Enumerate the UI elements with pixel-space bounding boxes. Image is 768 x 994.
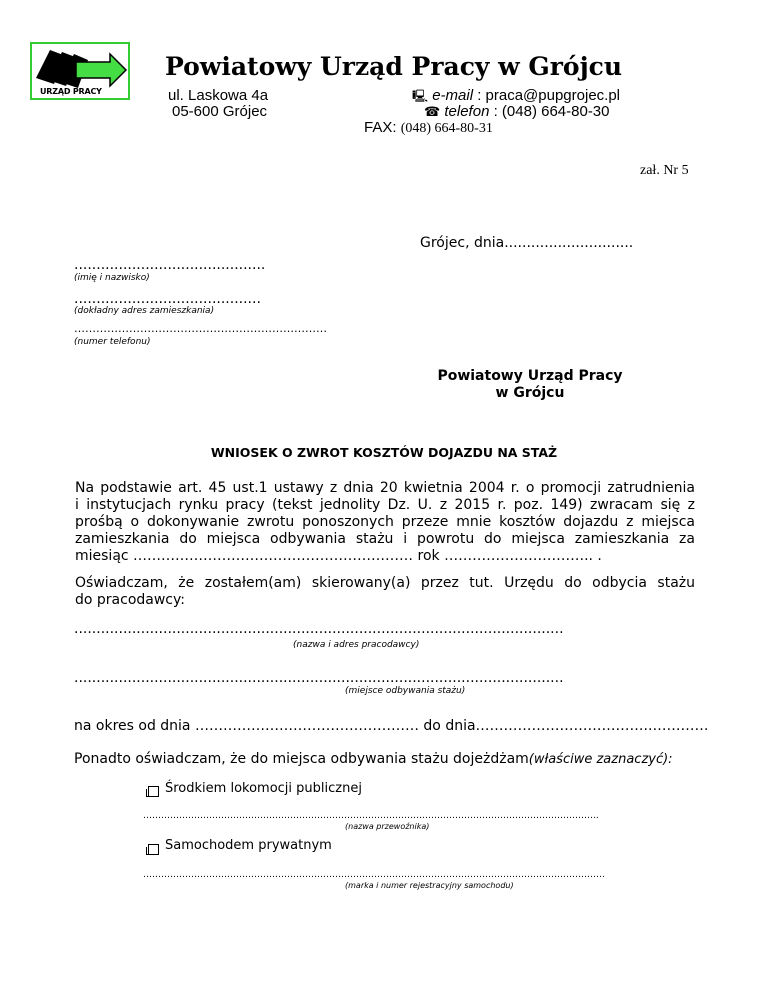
private-car-checkbox[interactable] [148, 844, 159, 855]
paragraph-line: prośbą o dokonywanie zwrotu ponoszonych przeze mnie kosztów dojazdu z miejsca [75, 514, 695, 530]
attachment-number: zał. Nr 5 [640, 163, 689, 178]
car-details-caption: (marka i numer rejestracyjny samochodu) [345, 881, 514, 890]
phone-field[interactable]: …………………………………………………………… [74, 322, 327, 335]
email-label: e-mail [432, 87, 474, 104]
telephone-icon: ☎ [424, 104, 441, 119]
workplace-field[interactable]: .............................................................................................................. [74, 670, 564, 686]
fax-value: (048) 664-80-31 [400, 121, 493, 136]
street-address: ul. Laskowa 4a [168, 87, 269, 104]
declaration-paragraph [75, 575, 695, 609]
phone-caption: (numer telefonu) [74, 337, 151, 347]
place-date-field[interactable]: Grójec, dnia............................. [420, 235, 634, 251]
recipient-line1: Powiatowy Urząd Pracy [437, 368, 623, 384]
name-field[interactable]: ........................................... [74, 257, 266, 273]
paragraph-line: do pracodawcy: [75, 592, 185, 608]
paragraph-line: zamieszkania do miejsca odbywania stażu i powrotu do miejsca zamieszkania za [75, 531, 695, 547]
commute-text: Ponadto oświadczam, że do miejsca odbywania stażu dojeżdżam [74, 751, 529, 767]
logo-text: URZĄD PRACY [40, 87, 102, 96]
paragraph-line: i instytucjach rynku pracy (tekst jednolity Dz. U. z 2015 r. poz. 149) zwracam się z [75, 497, 695, 513]
logo [30, 42, 130, 100]
workplace-caption: (miejsce odbywania stażu) [345, 686, 466, 696]
public-transport-label: Środkiem lokomocji publicznej [165, 781, 362, 796]
phone-label: telefon [444, 103, 490, 120]
phone-value: : (048) 664-80-30 [489, 103, 610, 120]
carrier-caption: (nazwa przewoźnika) [345, 822, 430, 831]
paragraph-line[interactable]: miesiąc …………………………………………………… rok ………………………….. . [75, 548, 602, 564]
recipient-line2: w Grójcu [495, 385, 565, 401]
employer-field[interactable]: .............................................................................................................. [74, 621, 564, 637]
carrier-field[interactable]: …………………………………………………………………………………………………………………………………….. [143, 811, 599, 821]
commute-statement [74, 751, 673, 767]
postal-address: 05-600 Grójec [172, 103, 268, 120]
address-caption: (dokładny adres zamieszkania) [74, 306, 215, 316]
fax-label: FAX: [364, 119, 401, 136]
public-transport-checkbox[interactable] [148, 786, 159, 797]
paragraph-line: Na podstawie art. 45 ust.1 ustawy z dnia 20 kwietnia 2004 r. o promocji zatrudnienia [75, 480, 695, 496]
private-car-label: Samochodem prywatnym [165, 838, 332, 853]
fax-line [364, 119, 493, 137]
address-field[interactable]: .......................................... [74, 291, 261, 307]
commute-hint: (właściwe zaznaczyć): [528, 752, 673, 767]
phone-line [424, 103, 610, 120]
computer-icon: 🖳 [412, 89, 429, 103]
email-value: : praca@pupgrojec.pl [473, 87, 621, 104]
legal-basis-paragraph [75, 480, 695, 565]
recipient-office [380, 368, 680, 402]
name-caption: (imię i nazwisko) [74, 273, 150, 283]
period-field[interactable]: na okres od dnia ………………………………………… do dnia………………………………..………… [74, 718, 709, 734]
paragraph-line: Oświadczam, że zostałem(am) skierowany(a) przez tut. Urzędu do odbycia stażu [75, 575, 695, 591]
car-details-field[interactable]: ………………………………………………………………………………………………………………………………………. [143, 870, 605, 880]
employer-caption: (nazwa i adres pracodawcy) [293, 640, 420, 650]
document-title: WNIOSEK O ZWROT KOSZTÓW DOJAZDU NA STAŻ [210, 445, 558, 460]
org-title: Powiatowy Urząd Pracy w Grójcu [165, 52, 623, 81]
